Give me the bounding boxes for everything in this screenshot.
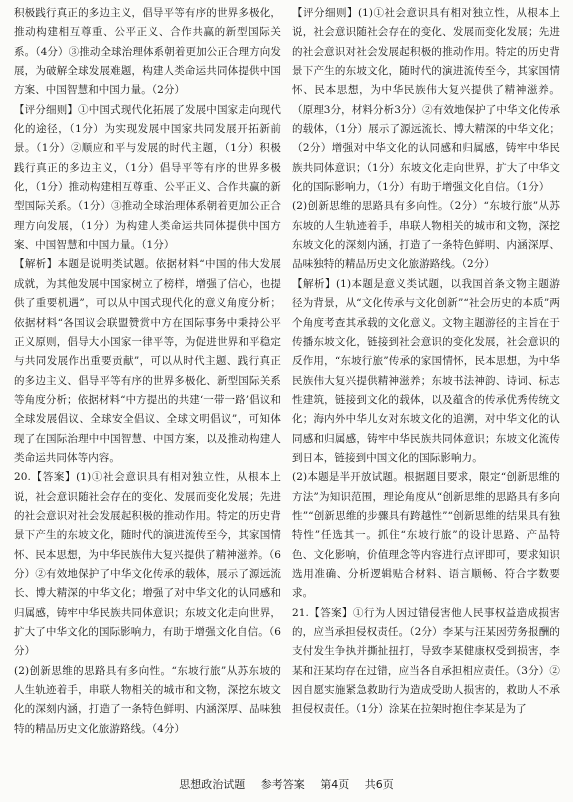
footer-total: 共6页 <box>364 778 394 791</box>
paragraph: (2)创新思维的思路具有多向性。（2分）“东坡行旅”从苏东坡的人生轨迹着手，串联人物相关的城市和文物，深挖东坡文化的深刻内涵，打造了一条特色鲜明、内涵深厚、品味独特的精品历史文化旅游路线。（2分） <box>292 200 560 271</box>
right-column <box>292 4 560 720</box>
paragraph: (2)本题是半开放试题。根据题目要求，限定“创新思维的方法”为知识范围，理论角度从“创新思维的思路具有多向性”“创新思维的步骤具有跨越性”“创新思维的结果具有独特性”任选其一。抓住“东坡行旅”的设计思路、产品特色、文化影响，价值理念等内容进行点评即可，要求知识选用准确、分析逻辑贴合材料、语言顺畅、符合字数要求。 <box>292 471 560 600</box>
paragraph: 【解析】本题是说明类试题。依据材料“中国的伟大发展成就，为其他发展中国家树立了榜样，增强了信心，也提供了重要机遇”，可以从中国式现代化的意义角度分析；依据材料“各国议会联盟赞赏中方在国际事务中秉持公平正义原则，倡导大小国家一律平等，为促进世界和平稳定与共同发展作出重要贡献”，可以从时代主题、践行真正的多边主义、倡导平等有序的世界多极化、新型国际关系等角度分析；依据材料“中方提出的共建‘一带一路’倡议和全球发展倡议、全球安全倡议、全球文明倡议”，可知体现了在国际治理中中国智慧、中国方案，以及推动构建人类命运共同体等内容。 <box>14 258 281 464</box>
paragraph: 【评分细则】(1)①社会意识具有相对独立性，从根本上说，社会意识随社会存在的变化、发展而变化发展；先进的社会意识对社会发展起积极的推动作用。特定的历史背景下产生的东坡文化，随时代的演进流传至今，其家国情怀、民本思想，为中华民族伟大复兴提供了精神滋养。（原理3分，材料分析3分）②有效地保护了中华文化传承的载体，（1分）展示了源远流长、博大精深的中华文化；（2分）增强对中华文化的认同感和归属感，铸牢中华民族共同体意识；（1分）东坡文化走向世界，扩大了中华文化的国际影响力，（1分）有助于增强文化自信。（1分） <box>292 7 560 194</box>
paragraph: (2)创新思维的思路具有多向性。“东坡行旅”从苏东坡的人生轨迹着手，串联人物相关的城市和文物，深挖东坡文化的深刻内涵，打造了一条特色鲜明、内涵深厚、品味独特的精品历史文化旅游路线。（4分） <box>14 664 281 735</box>
footer-subtitle: 参考答案 <box>260 778 305 791</box>
paragraph: 21.【答案】①行为人因过错侵害他人民事权益造成损害的，应当承担侵权责任。（2分）李某与汪某因劳务报酬的支付发生争执并撕扯扭打，导致李某健康权受到损害，李某和汪某均存在过错，应当各自承担相应责任。（3分）②因自愿实施紧急救助行为造成受助人损害的，救助人不承担侵权责任。（1分）涂某在拉架时抱住李某是为了 <box>292 606 560 716</box>
footer-title: 思想政治试题 <box>179 778 246 791</box>
left-column <box>14 4 281 739</box>
footer-page: 第4页 <box>320 778 350 791</box>
page-footer <box>0 776 573 792</box>
paragraph: 【评分细则】①中国式现代化拓展了发展中国家走向现代化的途径，（1分）为实现发展中国家共同发展开拓新前景。（1分）②顺应和平与发展的时代主题，（1分）积极践行真正的多边主义，（1分）倡导平等有序的世界多极化，（1分）推动构建相互尊重、公平正义、合作共赢的新型国际关系。（1分）③推动全球治理体系朝着更加公正合理方向发展，（1分）为构建人类命运共同体提供中国方案、中国智慧和中国力量。（1分） <box>14 103 281 252</box>
paragraph: 【解析】(1)本题是意义类试题，以我国首条文物主题游径为背景，从“文化传承与文化创新”“社会历史的本质”两个角度考查其承载的文化意义。文物主题游径的主旨在于传播东坡文化，链接到社会意识的变化发展，社会意识的反作用，“东坡行旅”传承的家国情怀，民本思想，为中华民族伟大复兴提供精神滋养；东坡书法神韵、诗词、标志性建筑，链接到文化的载体，以及蕴含的传承优秀传统文化；海内外中华儿女对东坡文化的追溯，对中华文化的认同感和归属感，铸牢中华民族共同体意识；东坡文化流传到日本，链接到中国文化的国际影响力。 <box>292 277 560 464</box>
paragraph: 积极践行真正的多边主义，倡导平等有序的世界多极化，推动构建相互尊重、公平正义、合作共赢的新型国际关系。（4分）③推动全球治理体系朝着更加公正合理方向发展，为破解全球发展难题，构建人类命运共同体提供中国方案、中国智慧和中国力量。（2分） <box>14 7 281 97</box>
paragraph: 20.【答案】(1)①社会意识具有相对独立性，从根本上说，社会意识随社会存在的变化、发展而变化发展；先进的社会意识对社会发展起积极的推动作用。特定的历史背景下产生的东坡文化，随时代的演进流传至今，其家国情怀、民本思想，为中华民族伟大复兴提供了精神滋养。（6分）②有效地保护了中华文化传承的载体，展示了源远流长、博大精深的中华文化；增强了对中华文化的认同感和归属感，铸牢中华民族共同体意识；东坡文化走向世界，扩大了中华文化的国际影响力，有助于增强文化自信。（6分） <box>14 471 281 658</box>
